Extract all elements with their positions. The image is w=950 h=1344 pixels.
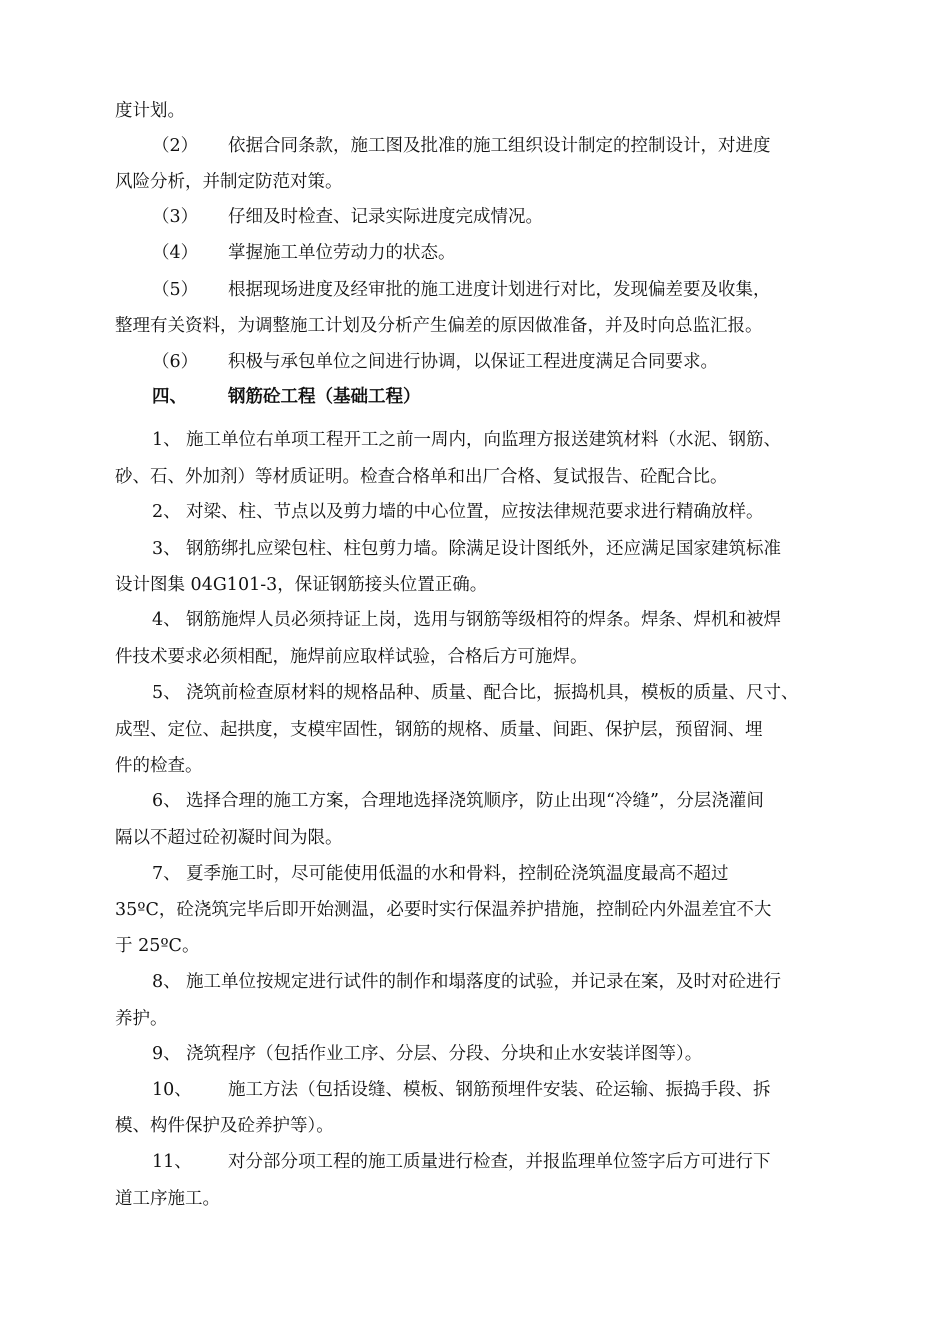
list-number: 7、 [152,864,181,884]
list-number: 5、 [152,683,181,703]
list-item-text: 对梁、柱、节点以及剪力墙的中心位置，应按法律规范要求进行精确放样。 [186,502,764,522]
list-item-text: 施工单位右单项工程开工之前一周内，向监理方报送建筑材料（水泥、钢筋、 [186,430,781,450]
list-item-text: 夏季施工时，尽可能使用低温的水和骨料，控制砼浇筑温度最高不超过 [186,864,729,884]
list-number: 10、 [152,1080,192,1100]
list-item-text: 风险分析，并制定防范对策。 [115,172,343,192]
list-item-text: 浇筑前检查原材料的规格品种、质量、配合比，振捣机具，模板的质量、尺寸、 [186,683,799,703]
list-number: （5） [152,280,199,300]
list-number: 9、 [152,1044,181,1064]
list-item-text: 仔细及时检查、记录实际进度完成情况。 [228,207,543,227]
list-item-text: 掌握施工单位劳动力的状态。 [228,243,456,263]
list-item-text: 成型、定位、起拱度，支模牢固性，钢筋的规格、质量、间距、保护层，预留洞、埋 [115,720,763,740]
list-item-text: 施工方法（包括设缝、模板、钢筋预埋件安装、砼运输、振捣手段、拆 [228,1080,771,1100]
list-item-text: 隔以不超过砼初凝时间为限。 [115,828,343,848]
list-item-text: 选择合理的施工方案，合理地选择浇筑顺序，防止出现“冷缝”，分层浇灌间 [186,791,764,811]
section-number: 四、 [152,387,187,407]
list-item-text: 根据现场进度及经审批的施工进度计划进行对比，发现偏差要及收集， [228,280,771,300]
list-item-text: 件的检查。 [115,756,203,776]
list-number: 8、 [152,972,181,992]
list-number: （4） [152,243,199,263]
paragraph-continuation: 度计划。 [115,101,185,121]
list-number: 6、 [152,791,181,811]
list-item-text: 于 25ºC。 [115,936,200,956]
list-item-text: 浇筑程序（包括作业工序、分层、分段、分块和止水安装详图等）。 [186,1044,703,1064]
list-item-text: 钢筋绑扎应梁包柱、柱包剪力墙。除满足设计图纸外，还应满足国家建筑标准 [186,539,781,559]
list-number: 3、 [152,539,181,559]
list-item-text: 依据合同条款，施工图及批准的施工组织设计制定的控制设计，对进度 [228,136,771,156]
list-item-text: 对分部分项工程的施工质量进行检查，并报监理单位签字后方可进行下 [228,1152,771,1172]
list-number: 11、 [152,1152,192,1172]
list-number: （6） [152,352,199,372]
list-item-text: 钢筋施焊人员必须持证上岗，选用与钢筋等级相符的焊条。焊条、焊机和被焊 [186,610,781,630]
list-item-text: 模、构件保护及砼养护等）。 [115,1116,334,1136]
section-heading: 钢筋砼工程（基础工程） [228,387,421,407]
list-item-text: 35ºC，砼浇筑完毕后即开始测温，必要时实行保温养护措施，控制砼内外温差宜不大 [115,900,772,920]
list-item-text: 养护。 [115,1009,168,1029]
list-item-text: 设计图集 04G101-3，保证钢筋接头位置正确。 [115,575,488,595]
list-number: 2、 [152,502,181,522]
list-number: （3） [152,207,199,227]
list-item-text: 道工序施工。 [115,1189,220,1209]
list-item-text: 砂、石、外加剂）等材质证明。检查合格单和出厂合格、复试报告、砼配合比。 [115,467,728,487]
list-number: （2） [152,136,199,156]
list-item-text: 件技术要求必须相配，施焊前应取样试验，合格后方可施焊。 [115,647,588,667]
list-item-text: 整理有关资料，为调整施工计划及分析产生偏差的原因做准备，并及时向总监汇报。 [115,316,763,336]
list-item-text: 积极与承包单位之间进行协调，以保证工程进度满足合同要求。 [228,352,718,372]
list-item-text: 施工单位按规定进行试件的制作和塌落度的试验，并记录在案，及时对砼进行 [186,972,781,992]
list-number: 4、 [152,610,181,630]
list-number: 1、 [152,430,181,450]
